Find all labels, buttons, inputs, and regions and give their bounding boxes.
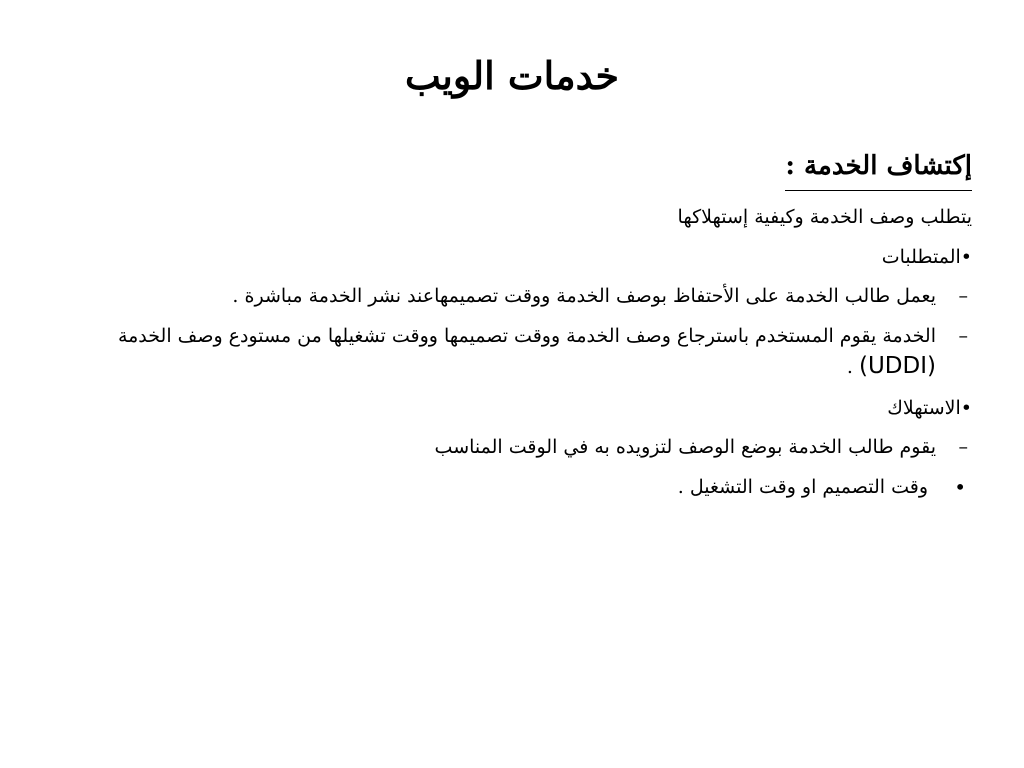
consumption-item-2: [72, 472, 972, 502]
requirements-label: •المتطلبات: [881, 246, 972, 268]
requirement-item-1: [72, 281, 972, 311]
consumption-text-1: يقوم طالب الخدمة بوضع الوصف لتزويده به في الوقت المناسب: [434, 436, 936, 458]
consumption-item-1: [72, 432, 972, 462]
uddi-label: (UDDI): [859, 353, 936, 379]
requirement-text-2-end: .: [846, 356, 853, 378]
section-heading: إكتشاف الخدمة :: [785, 146, 972, 191]
consumption-text-2: وقت التصميم او وقت التشغيل .: [677, 476, 928, 498]
slide-content: [72, 146, 972, 502]
dash-marker: –: [958, 325, 968, 347]
consumption-label: •الاستهلاك: [887, 397, 972, 419]
requirement-text-2: الخدمة يقوم المستخدم باسترجاع وصف الخدمة ووقت تصميمها ووقت تشغيلها من مستودع وصف الخدمة: [117, 325, 936, 347]
dash-marker: –: [958, 436, 968, 458]
dash-marker: –: [958, 285, 968, 307]
requirement-text-1: يعمل طالب الخدمة على الأحتفاظ بوصف الخدمة ووقت تصميمهاعند نشر الخدمة مباشرة .: [232, 285, 936, 307]
intro-text: يتطلب وصف الخدمة وكيفية إستهلاكها: [677, 206, 972, 228]
bullet-marker: •: [954, 475, 966, 499]
section-heading-wrapper: [72, 146, 972, 191]
requirement-item-2: [72, 321, 972, 382]
slide-title: خدمات الويب: [404, 53, 620, 98]
